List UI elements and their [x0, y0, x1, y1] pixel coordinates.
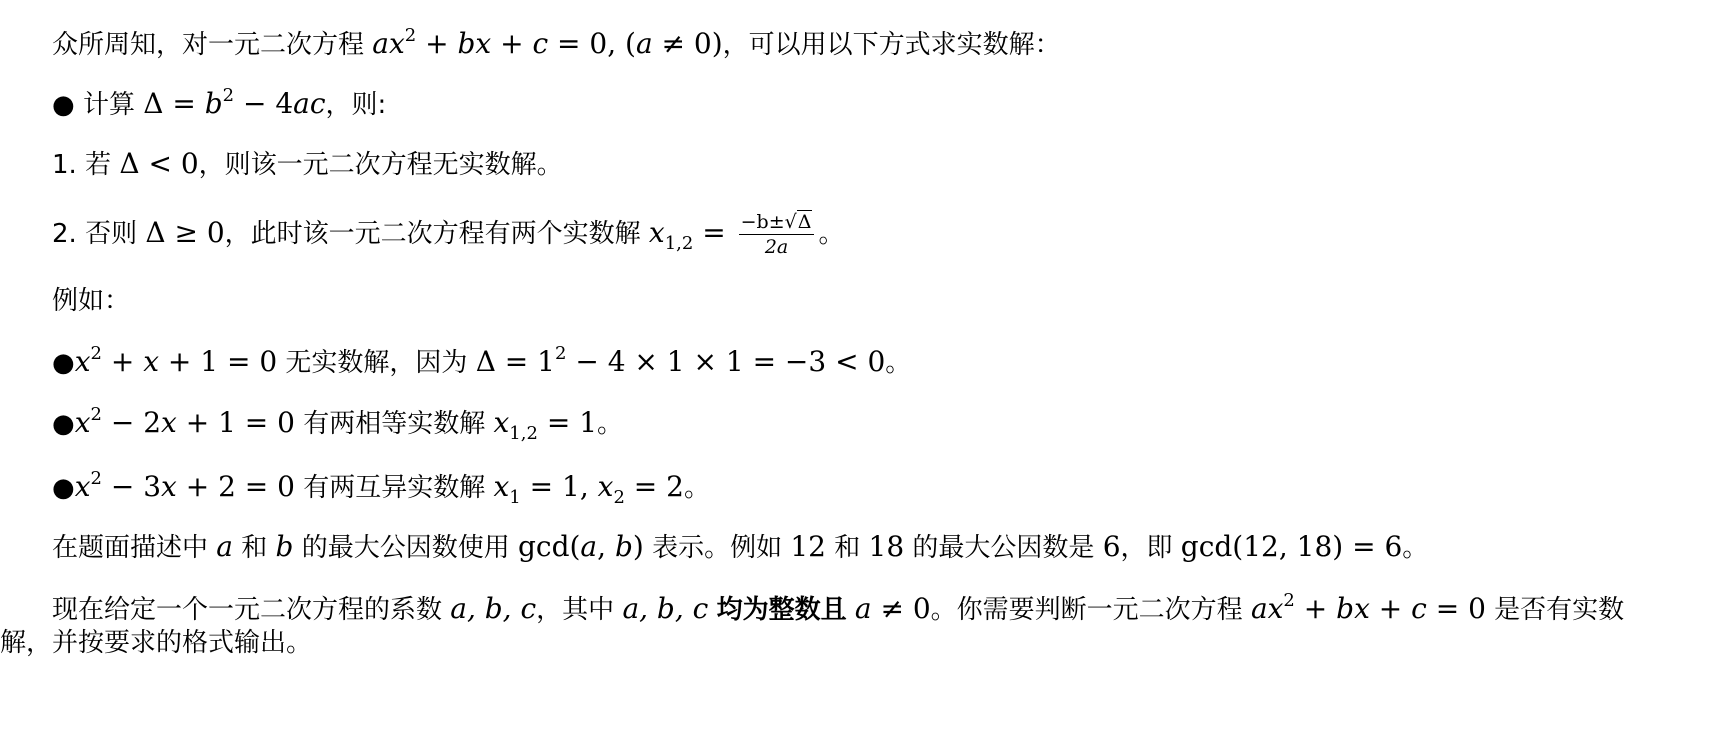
- var-b: b: [275, 530, 294, 563]
- example-1-delta: $\Delta = 1^2 - 4 \times 1 \times 1 = -3 < 0$: [475, 343, 886, 378]
- task-bold-text: 均为整数且: [716, 595, 847, 625]
- gcd-text-4: 表示。例如: [643, 533, 791, 563]
- quadratic-equation-formula: $ax^2$ + bx + c = 0, (a ≠ 0): [372, 25, 723, 60]
- bullet-icon: ●: [52, 409, 75, 439]
- gcd-line: [52, 530, 1428, 565]
- case2-condition: Δ ≥ 0: [145, 216, 225, 249]
- example-2-suffix: 。: [597, 409, 624, 439]
- task-text-3: 。你需要判断一元二次方程: [930, 595, 1251, 625]
- bullet-icon: ●: [52, 90, 75, 120]
- example-3-equation: $x^2 - 3x + 2 = 0$: [74, 468, 295, 503]
- case2-number: 2.: [52, 219, 77, 249]
- intro-line: [52, 27, 1061, 62]
- example-3-line: [52, 468, 710, 508]
- case2-middle: ，此时该一元二次方程有两个实数解: [224, 219, 649, 249]
- bullet-icon: ●: [52, 473, 75, 503]
- gcd-text-8: 。: [1402, 533, 1429, 563]
- coefficients-abc-2: a, b, c: [622, 592, 709, 625]
- case1-condition: Δ < 0: [119, 147, 199, 180]
- calc-step-suffix: ，则:: [325, 90, 387, 120]
- example-3-roots: $x_1 = 1$, $x_2 = 2$: [493, 470, 684, 508]
- gcd-example: gcd(12, 18) = 6: [1180, 530, 1403, 563]
- fraction-numerator: −b±: [740, 211, 785, 233]
- task-text-1: 现在给定一个一元二次方程的系数: [52, 595, 451, 625]
- a-nonzero: a ≠ 0: [854, 592, 931, 625]
- gcd-text-2: 和: [232, 533, 276, 563]
- num-18: 18: [868, 530, 905, 563]
- sqrt-delta: Δ: [797, 211, 812, 233]
- example-2-line: [52, 404, 624, 444]
- coefficients-abc: a, b, c: [450, 592, 537, 625]
- case1-line: [52, 147, 563, 182]
- task-equation: $ax^2$ + bx + c = 0: [1250, 590, 1486, 625]
- num-12: 12: [790, 530, 826, 563]
- example-1-equation: $x^2 + x + 1 = 0$: [74, 343, 278, 378]
- roots-fraction: $\frac{-b\pm√\Delta}{2a}$: [739, 212, 815, 257]
- example-heading: 例如：: [52, 286, 131, 316]
- case1-label: 若: [76, 150, 120, 180]
- gcd-text-5: 和: [825, 533, 869, 563]
- gcd-text-3: 的最大公因数使用: [293, 533, 518, 563]
- example-1-text: 无实数解，因为: [277, 348, 476, 378]
- task-text-2: ，其中: [536, 595, 623, 625]
- case1-number: 1.: [52, 150, 77, 180]
- task-text-4: 是否有实数: [1485, 595, 1625, 625]
- gcd-text-1: 在题面描述中: [52, 533, 217, 563]
- case2-line: [52, 212, 844, 257]
- example-2-roots: $x_{1,2} = 1$: [493, 406, 598, 444]
- intro-text-before: 众所周知，对一元二次方程: [52, 30, 373, 60]
- case2-label: 否则: [76, 219, 146, 249]
- gcd-text-7: ，即: [1120, 533, 1181, 563]
- gcd-notation: gcd(a, b): [517, 530, 644, 563]
- example-2-text: 有两相等实数解: [294, 409, 494, 439]
- roots-formula: $x_{1,2}$ =: [648, 216, 735, 254]
- bullet-icon: ●: [52, 348, 75, 378]
- case2-suffix: 。: [818, 219, 845, 249]
- var-a: a: [216, 530, 233, 563]
- calc-step-line: [52, 87, 386, 122]
- example-1-suffix: 。: [885, 348, 912, 378]
- task-line: [52, 592, 1624, 627]
- example-3-suffix: 。: [683, 473, 710, 503]
- calc-step-label: 计算: [74, 90, 144, 120]
- intro-text-after: ，可以用以下方式求实数解：: [722, 30, 1061, 60]
- num-6: 6: [1102, 530, 1121, 563]
- fraction-denominator: 2a: [764, 236, 789, 258]
- case1-suffix: ，则该一元二次方程无实数解。: [198, 150, 563, 180]
- delta-formula: $\Delta = b^2 - 4ac$: [143, 85, 326, 120]
- example-3-text: 有两互异实数解: [294, 473, 494, 503]
- example-1-line: [52, 345, 911, 380]
- gcd-text-6: 的最大公因数是: [904, 533, 1103, 563]
- task-line-2: 解，并按要求的格式输出。: [0, 628, 313, 658]
- example-2-equation: $x^2 - 2x + 1 = 0$: [74, 404, 295, 439]
